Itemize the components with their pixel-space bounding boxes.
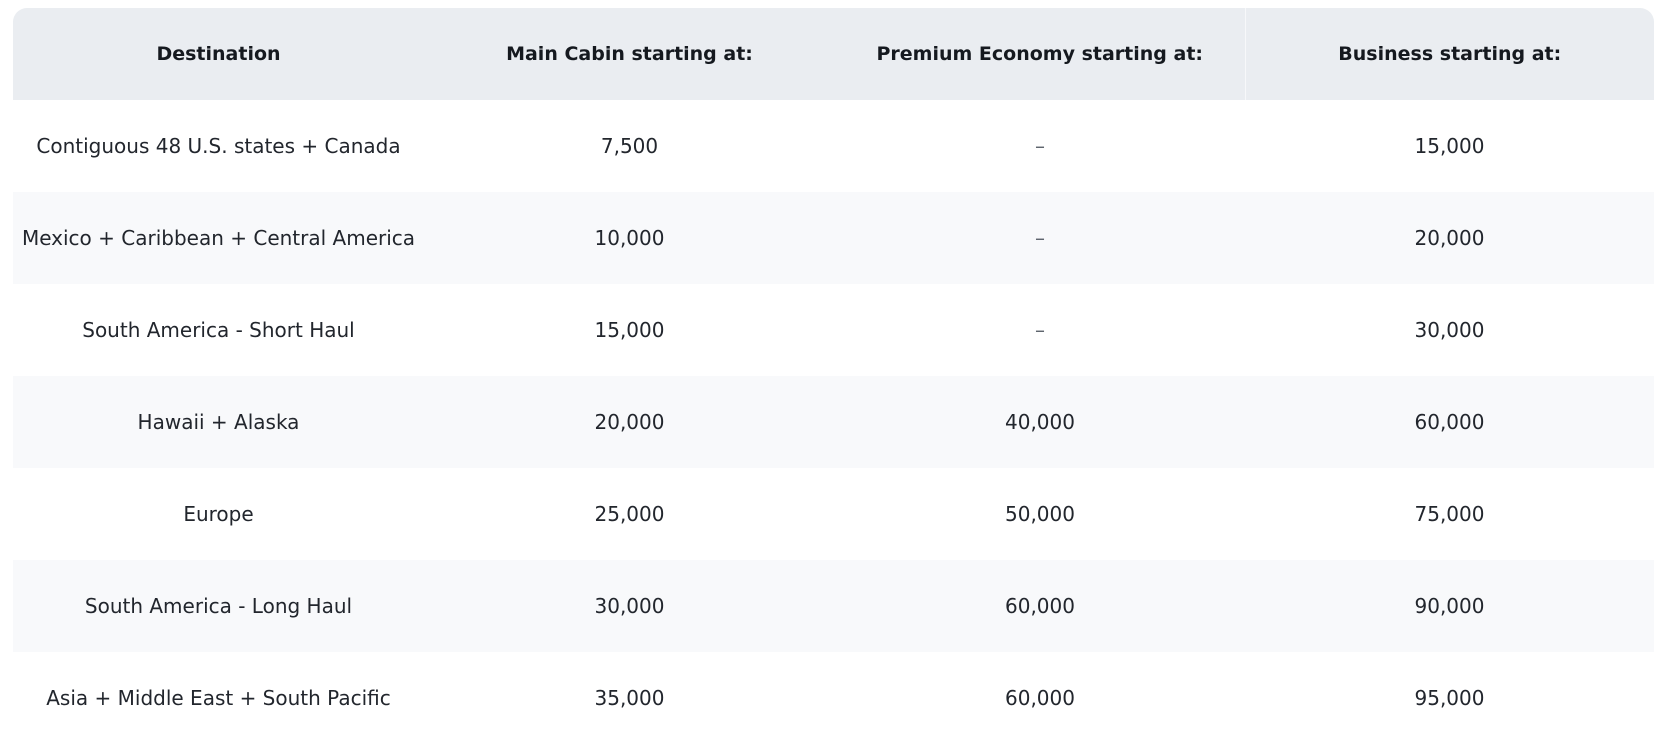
destination-cell: South America - Long Haul (84, 594, 353, 618)
award-chart-table (13, 8, 1654, 741)
table-row (13, 652, 1654, 741)
table-row (13, 100, 1654, 192)
main-cabin-cell: 35,000 (594, 686, 665, 710)
table-header (13, 8, 1654, 100)
table-row (13, 376, 1654, 468)
main-cabin-cell: 30,000 (594, 594, 665, 618)
destination-cell: Hawaii + Alaska (137, 410, 300, 434)
premium-economy-cell: – (1035, 134, 1045, 158)
table-row (13, 468, 1654, 560)
premium-economy-cell: 50,000 (1005, 502, 1075, 526)
main-cabin-cell: 10,000 (594, 226, 665, 250)
destination-cell: Asia + Middle East + South Pacific (46, 686, 391, 710)
destination-cell: Contiguous 48 U.S. states + Canada (36, 134, 401, 158)
premium-economy-cell: 60,000 (1005, 686, 1075, 710)
column-header-business: Business starting at: (1245, 8, 1654, 100)
premium-economy-cell: – (1035, 318, 1045, 342)
main-cabin-cell: 7,500 (600, 134, 659, 158)
main-cabin-cell: 25,000 (594, 502, 665, 526)
business-cell: 75,000 (1414, 502, 1485, 526)
destination-cell: Europe (183, 502, 254, 526)
business-cell: 60,000 (1414, 410, 1485, 434)
column-header-destination: Destination (156, 43, 281, 65)
business-cell: 15,000 (1414, 134, 1485, 158)
table-row (13, 560, 1654, 652)
main-cabin-cell: 20,000 (594, 410, 665, 434)
column-header-premium-economy: Premium Economy starting at: (876, 43, 1204, 65)
table-row (13, 192, 1654, 284)
business-cell: 95,000 (1414, 686, 1485, 710)
business-cell: 30,000 (1414, 318, 1485, 342)
column-header-main-cabin: Main Cabin starting at: (506, 43, 753, 65)
award-chart-table-container (13, 8, 1654, 741)
table-body (13, 100, 1654, 741)
destination-cell: Mexico + Caribbean + Central America (21, 226, 416, 250)
main-cabin-cell: 15,000 (594, 318, 665, 342)
premium-economy-cell: – (1035, 226, 1045, 250)
table-header-row (13, 8, 1654, 100)
premium-economy-cell: 60,000 (1005, 594, 1075, 618)
premium-economy-cell: 40,000 (1005, 410, 1075, 434)
destination-cell: South America - Short Haul (82, 318, 355, 342)
business-cell: 90,000 (1414, 594, 1485, 618)
table-row (13, 284, 1654, 376)
business-cell: 20,000 (1414, 226, 1485, 250)
